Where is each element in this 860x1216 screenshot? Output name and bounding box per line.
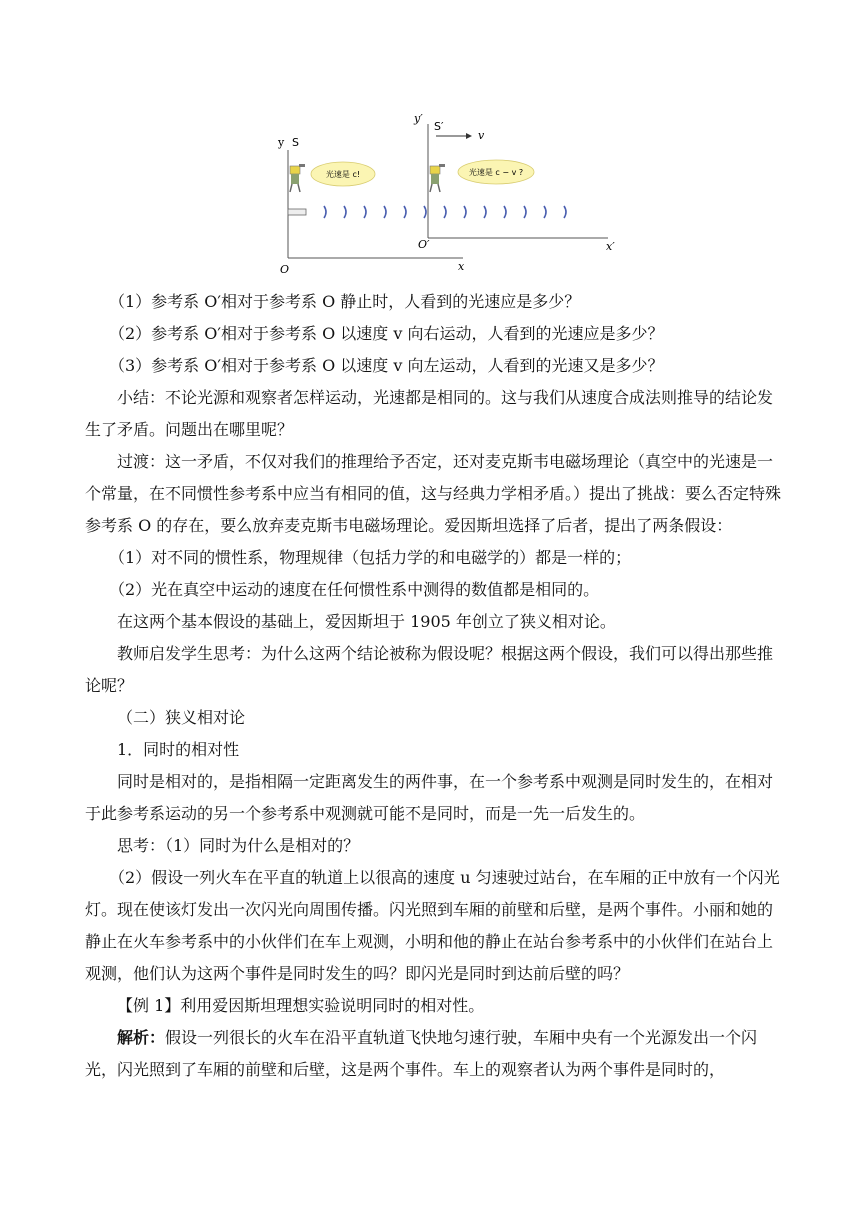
think-question-2: （2）假设一列火车在平直的轨道上以很高的速度 u 匀速驶过站台，在车厢的正中放有一个闪光灯。现在使该灯发出一次闪光向周围传播。闪光照到车厢的前壁和后壁，是两个事件。小丽和她的静止在火车参考系中的小伙伴们在车上观测，小明和他的静止在站台参考系中的小伙伴们在站台上观测，他们认为这两个事件是同时发生的吗？即闪光是同时到达前后壁的吗？ xyxy=(85,868,780,983)
s-x-label: x xyxy=(458,260,465,273)
s-prime-origin-label: O′ xyxy=(418,238,430,251)
light-source-icon xyxy=(288,209,306,215)
document-body xyxy=(85,286,785,1086)
transition-paragraph: 过渡：这一矛盾，不仅对我们的推理给予否定，还对麦克斯韦电磁场理论（真空中的光速是一个常量，在不同惯性参考系中应当有相同的值，这与经典力学相矛盾。）提出了挑战：要么否定特殊参考系 O 的存在，要么放弃麦克斯韦电磁场理论。爱因斯坦选择了后者，提出了两条假设： xyxy=(85,452,782,535)
definition-paragraph: 同时是相对的，是指相隔一定距离发生的两件事，在一个参考系中观测是同时发生的，在相对于此参考系运动的另一个参考系中观测就可能不是同时，而是一先一后发生的。 xyxy=(85,772,774,823)
question-2: （2）参考系 O′相对于参考系 O 以速度 v 向右运动，人看到的光速应是多少？ xyxy=(109,324,664,343)
bubble-right-text: 光速是 c − v ? xyxy=(468,168,524,177)
figure-svg xyxy=(268,110,628,275)
example-heading: 【例 1】利用爱因斯坦理想实验说明同时的相对性。 xyxy=(117,996,485,1015)
founding-paragraph: 在这两个基本假设的基础上，爱因斯坦于 1905 年创立了狭义相对论。 xyxy=(117,612,616,631)
think-question-1: 思考：（1）同时为什么是相对的？ xyxy=(117,836,360,855)
observer-left-icon xyxy=(290,164,305,192)
observer-right-icon xyxy=(430,164,445,192)
analysis-text: 假设一列很长的火车在沿平直轨道飞快地匀速行驶，车厢中央有一个光源发出一个闪光，闪光照到了车厢的前壁和后壁，这是两个事件。车上的观察者认为两个事件是同时的， xyxy=(85,1028,758,1079)
velocity-arrowhead xyxy=(466,133,472,139)
question-1: （1）参考系 O′相对于参考系 O 静止时，人看到的光速应是多少？ xyxy=(109,292,581,311)
s-y-label: y xyxy=(278,136,285,149)
velocity-label: v xyxy=(478,129,485,142)
postulate-1: （1）对不同的惯性系，物理规律（包括力学的和电磁学的）都是一样的； xyxy=(109,548,632,567)
section-heading: （二）狭义相对论 xyxy=(117,708,246,727)
question-3: （3）参考系 O′相对于参考系 O 以速度 v 向左运动，人看到的光速又是多少？ xyxy=(109,356,664,375)
s-prime-x-label: x′ xyxy=(606,240,615,253)
analysis-label: 解析： xyxy=(117,1028,166,1047)
teacher-prompt: 教师启发学生思考：为什么这两个结论被称为假设呢？根据这两个假设，我们可以得出那些推论呢？ xyxy=(85,644,774,695)
postulate-2: （2）光在真空中运动的速度在任何惯性系中测得的数值都是相同的。 xyxy=(109,580,600,599)
bubble-left-text: 光速是 c! xyxy=(325,170,361,179)
s-prime-frame-label: S′ xyxy=(434,120,444,133)
analysis-paragraph xyxy=(85,1022,785,1086)
reference-frames-figure xyxy=(268,110,628,275)
light-pulses xyxy=(324,206,566,218)
s-origin-label: O xyxy=(280,263,290,275)
subsection-heading: 1．同时的相对性 xyxy=(117,740,240,759)
s-frame-label: S xyxy=(292,136,299,149)
summary-paragraph: 小结：不论光源和观察者怎样运动，光速都是相同的。这与我们从速度合成法则推导的结论发生了矛盾。问题出在哪里呢？ xyxy=(85,388,774,439)
s-prime-y-label: y′ xyxy=(414,112,423,125)
